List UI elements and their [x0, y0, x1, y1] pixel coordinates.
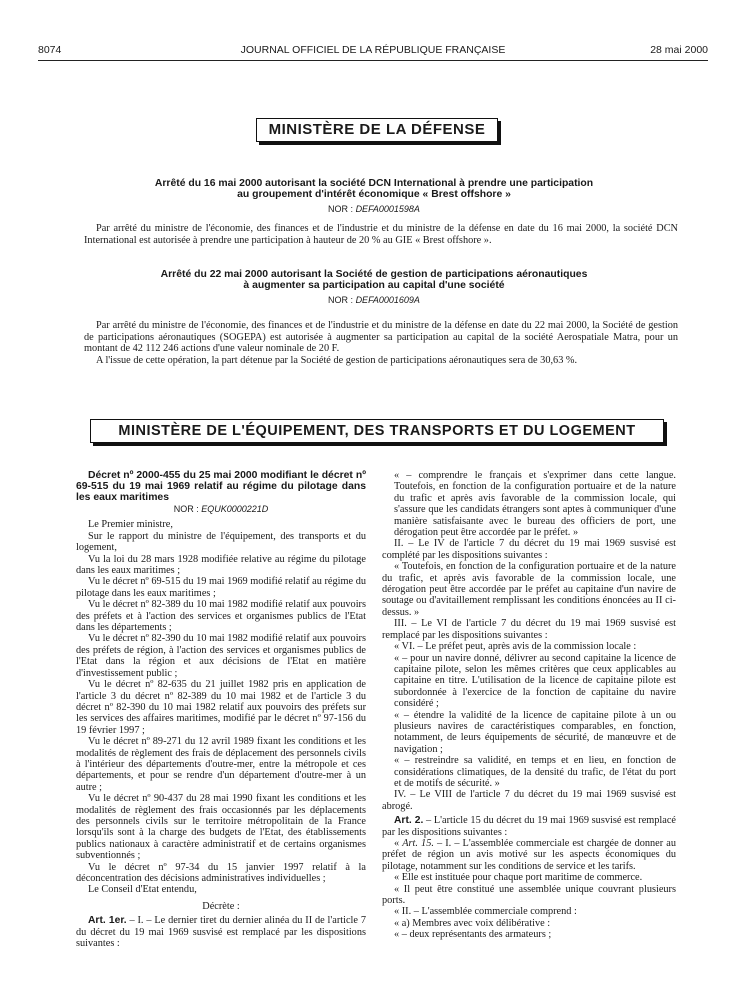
article-label: Art. 1er. [88, 915, 127, 927]
article-label: Art. 15. [402, 838, 434, 849]
arrete1-title [80, 178, 668, 200]
ministry-heading-equipement: MINISTÈRE DE L'ÉQUIPEMENT, DES TRANSPORTS ET DU LOGEMENT [90, 419, 664, 443]
paragraph: Le Conseil d'Etat entendu, [88, 884, 197, 896]
decret-title: Décret nº 2000-455 du 25 mai 2000 modifiant le décret nº 69-515 du 19 mai 1969 relatif au régime du pilotage dans les eaux maritimes [76, 470, 366, 503]
paragraph: « VI. – Le préfet peut, après avis de la commission locale : [394, 641, 637, 653]
paragraph: « – pour un navire donné, délivrer au second capitaine la licence de capitaine pilote, selon les mêmes critères que ceux applicables au capitaine en titre. L'utilisation de la licence de capitaine pilote est subordonnée à l'exercice de la fonction de capitaine du navire considéré ; [394, 652, 676, 710]
article-text: – L'article 15 du décret du 19 mai 1969 susvisé est remplacé par les dispositions suivantes : [382, 815, 676, 838]
paragraph: Vu le décret nº 69-515 du 19 mai 1969 modifié relatif au régime du pilotage dans les eaux maritimes ; [76, 576, 366, 599]
arrete2-nor [0, 295, 748, 305]
paragraph: Le Premier ministre, [88, 519, 173, 531]
paragraph: « Toutefois, en fonction de la configuration portuaire et de la nature du trafic, et après avis favorable de la commission locale, une dérogation peut être accordée par le préfet au capitaine d'un navire de soutage ou d'avitaillement remplissant les conditions énoncées au II ci-dessus. » [382, 561, 676, 618]
paragraph: Vu le décret nº 82-389 du 10 mai 1982 modifié relatif aux pouvoirs des préfets et à l'action des services et organismes publics de l'Etat dans les départements ; [76, 599, 366, 634]
paragraph: Vu le décret nº 82-635 du 21 juillet 1982 pris en application de l'article 3 du décret nº 82-389 du 10 mai 1982 et de l'article 3 du décret nº 82-390 du 10 mai 1982 relatif aux pouvoirs des préfets sur les services des affaires maritimes, modifié par le décret nº 97-156 du 19 février 1997 ; [76, 679, 366, 736]
paragraph: Sur le rapport du ministre de l'équipement, des transports et du logement, [76, 530, 366, 554]
issue-date: 28 mai 2000 [650, 44, 708, 56]
arrete1-body: Par arrêté du ministre de l'économie, des finances et de l'industrie et du ministre de la défense en date du 16 mai 2000, la société DCN International est autorisée à prendre une participation à hauteur de 20 % au GIE « Brest offshore ». [84, 223, 678, 246]
paragraph: IV. – Le VIII de l'article 7 du décret du 19 mai 1969 susvisé est abrogé. [382, 789, 676, 812]
arrete2-title [80, 269, 668, 291]
paragraph: Vu le décret nº 82-390 du 10 mai 1982 modifié relatif aux pouvoirs des préfets de région, à l'action des services et organismes publics de l'Etat dans la région et aux décisions de l'Etat en matière d'investissement public ; [76, 633, 366, 679]
paragraph: III. – Le VI de l'article 7 du décret du 19 mai 1969 susvisé est remplacé par les dispositions suivantes : [382, 618, 676, 641]
ministry-heading-defense: MINISTÈRE DE LA DÉFENSE [256, 118, 498, 142]
paragraph: « a) Membres avec voix délibérative : [394, 917, 551, 929]
paragraph: Vu le décret nº 89-271 du 12 avril 1989 fixant les conditions et les modalités de règlement des frais de déplacement des personnels civils à l'intérieur des départements d'outre-mer, entre la métropole et ces départements, et pour se rendre d'un département d'outre-mer à un autre ; [76, 736, 366, 793]
arrete1-title-line1: Arrêté du 16 mai 2000 autorisant la société DCN International à prendre une participation [154, 178, 594, 189]
paragraph: II. – Le IV de l'article 7 du décret du 19 mai 1969 susvisé est complété par les dispositions suivantes : [382, 538, 676, 561]
article-1 [76, 915, 366, 949]
arrete1-title-line2: au groupement d'intérêt économique « Brest offshore » [237, 189, 511, 200]
article-label: Art. 2. [394, 815, 424, 827]
article-text: – I. – Le dernier tiret du dernier alinéa du II de l'article 7 du décret du 19 mai 1969 susvisé est remplacé par les dispositions suivantes : [76, 915, 366, 950]
nor-label: NOR : [328, 295, 354, 305]
article-2 [382, 815, 676, 838]
journal-title: JOURNAL OFFICIEL DE LA RÉPUBLIQUE FRANÇAISE [240, 44, 506, 56]
paragraph: « – étendre la validité de la licence de capitaine pilote à un ou plusieurs navires de caractéristiques comparables, en fonction, notamment, de leurs équipements de sécurité, de manœuvre et de navigation ; [394, 709, 676, 755]
arrete1-nor [0, 204, 748, 214]
running-header [38, 44, 708, 58]
decrete-heading: Décrète : [202, 900, 240, 912]
paragraph: « Elle est instituée pour chaque port maritime de commerce. [394, 872, 643, 884]
article-text: – I. – L'assemblée commerciale est chargée de donner au préfet de région un avis motivé sur les aspects économiques du pilotage, notamment sur les conditions de service et les tarifs. [382, 838, 676, 872]
decret-nor [76, 504, 366, 515]
nor-code: EQUK0000221D [201, 504, 269, 514]
right-column [382, 470, 676, 941]
paragraph: Vu le décret nº 97-34 du 15 janvier 1997 relatif à la déconcentration des décisions administratives individuelles ; [76, 861, 366, 884]
arrete2-body-2: A l'issue de cette opération, la part détenue par la Société de gestion de participations aéronautiques sera de 30,63 %. [96, 355, 578, 366]
nor-code: DEFA0001609A [355, 295, 420, 305]
arrete2-title-line1: Arrêté du 22 mai 2000 autorisant la Société de gestion de participations aéronautiques [160, 269, 588, 280]
nor-label: NOR : [173, 504, 199, 514]
nor-code: DEFA0001598A [355, 204, 420, 214]
header-rule [38, 60, 708, 61]
paragraph: « – deux représentants des armateurs ; [394, 929, 552, 941]
arrete2-title-line2: à augmenter sa participation au capital d'une société [243, 280, 505, 291]
page-number: 8074 [38, 44, 62, 56]
left-column [76, 470, 366, 949]
paragraph: Vu la loi du 28 mars 1928 modifiée relative au régime du pilotage dans les eaux maritimes ; [76, 553, 366, 577]
paragraph: « Il peut être constitué une assemblée unique couvrant plusieurs ports. [382, 883, 676, 907]
article-15 [382, 838, 676, 872]
paragraph: « – restreindre sa validité, en temps et en lieu, en fonction de considérations climatiques, de la densité du trafic, de l'état du port et de motifs de sécurité. » [394, 755, 676, 789]
paragraph: « – comprendre le français et s'exprimer dans cette langue. Toutefois, en fonction de la configuration portuaire et de la nature du trafic et après avis favorable de la commission locale, qui s'assure que les candidats étrangers sont aptes à communiquer d'une manière satisfaisante avec le bureau des officiers de port, une dérogation peut être accordée par le préfet. » [394, 470, 676, 539]
nor-label: NOR : [328, 204, 354, 214]
paragraph: « II. – L'assemblée commerciale comprend : [394, 906, 577, 918]
arrete2-body: Par arrêté du ministre de l'économie, des finances et de l'industrie et du ministre de la défense en date du 22 mai 2000, la Société de gestion de participations aéronautiques (SOGEPA) est autorisée à augmenter sa participation au capital de la société Aerospatiale Matra, pour un montant de 42 112 246 actions d'une valeur nominale de 20 F. [84, 320, 678, 354]
paragraph: Vu le décret nº 90-437 du 28 mai 1990 fixant les conditions et les modalités de règlement des frais occasionnés par les déplacements des personnels civils sur le territoire métropolitain de la France lorsqu'ils sont à la charge des budgets de l'Etat, des établissements publics nationaux à caractère administratif et de certains organismes subventionnés ; [76, 793, 366, 862]
quote-mark: « [394, 838, 403, 849]
